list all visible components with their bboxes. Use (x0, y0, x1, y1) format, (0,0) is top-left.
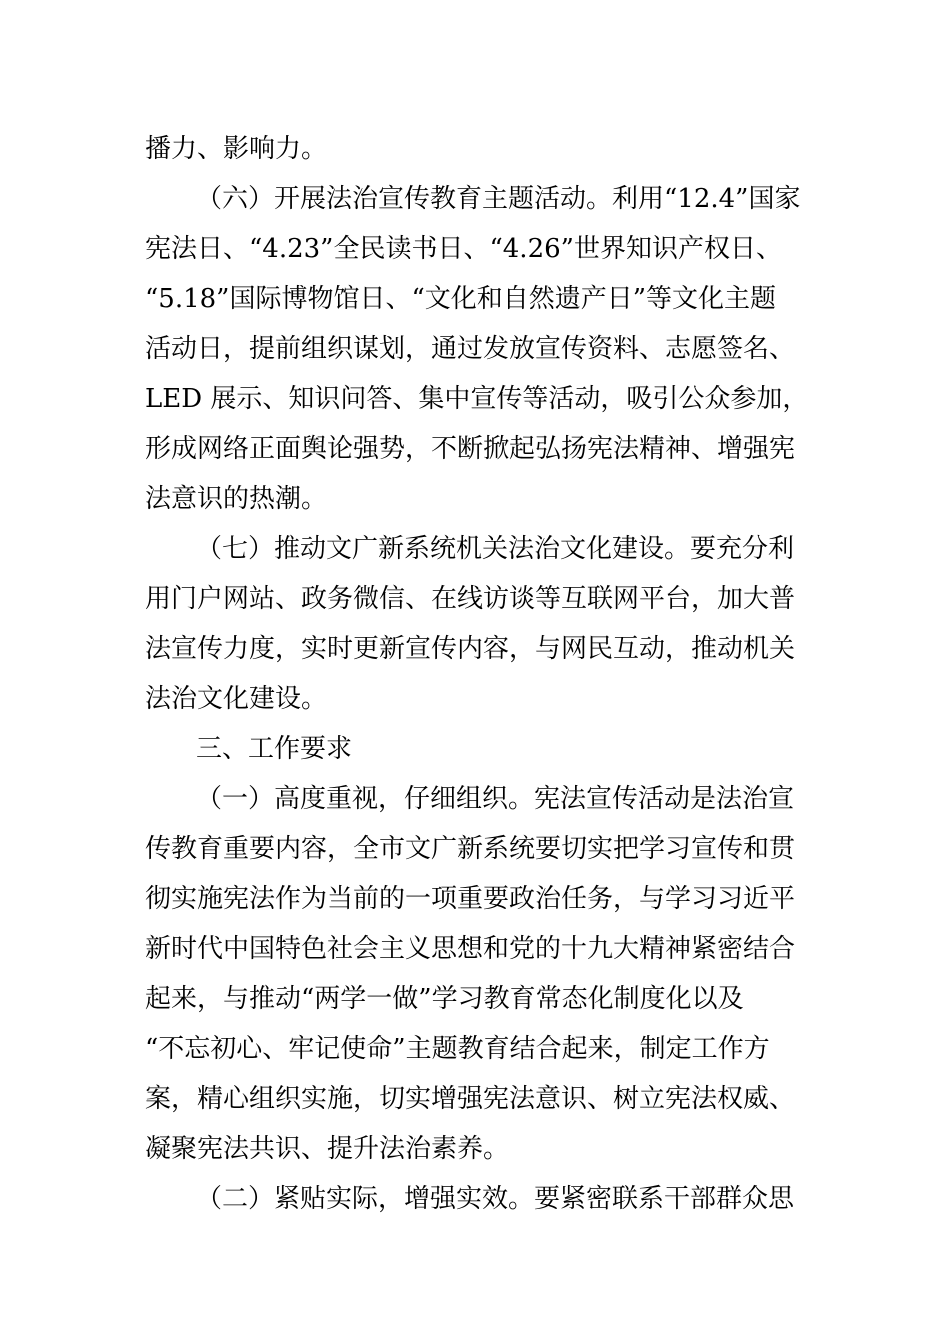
text-line: 形成网络正面舆论强势，不断掀起弘扬宪法精神、增强宪 (145, 434, 796, 464)
text-line: 播力、影响力。 (145, 134, 328, 164)
text-line: 彻实施宪法作为当前的一项重要政治任务，与学习习近平 (145, 884, 796, 914)
section-heading: （二）紧贴实际，增强实效。要紧密联系干部群众思 (196, 1184, 795, 1214)
text-line: 凝聚宪法共识、提升法治素养。 (145, 1134, 510, 1164)
text-line: 起来，与推动“两学一做”学习教育常态化制度化以及 (145, 984, 744, 1014)
text-line: 传教育重要内容，全市文广新系统要切实把学习宣传和贯 (145, 834, 796, 864)
section-heading: （一）高度重视，仔细组织。宪法宣传活动是法治宣 (196, 784, 795, 814)
text-line: 法治文化建设。 (145, 684, 328, 714)
chapter-heading: 三、工作要求 (196, 734, 353, 764)
text-line: 活动日，提前组织谋划，通过发放宣传资料、志愿签名、 (145, 334, 796, 364)
text-line: 用门户网站、政务微信、在线访谈等互联网平台，加大普 (145, 584, 796, 614)
section-heading: （七）推动文广新系统机关法治文化建设。要充分利 (196, 534, 795, 564)
text-line: “5.18”国际博物馆日、“文化和自然遗产日”等文化主题 (145, 284, 777, 314)
text-line: 宪法日、“4.23”全民读书日、“4.26”世界知识产权日、 (145, 234, 782, 264)
text-line: 法意识的热潮。 (145, 484, 328, 514)
section-heading: （六）开展法治宣传教育主题活动。利用“12.4”国家 (196, 184, 801, 214)
text-line: “不忘初心、牢记使命”主题教育结合起来，制定工作方 (145, 1034, 770, 1064)
text-line: 案，精心组织实施，切实增强宪法意识、树立宪法权威、 (145, 1084, 796, 1114)
text-line: 新时代中国特色社会主义思想和党的十九大精神紧密结合 (145, 934, 796, 964)
text-line: LED 展示、知识问答、集中宣传等活动，吸引公众参加， (145, 384, 809, 414)
text-line: 法宣传力度，实时更新宣传内容，与网民互动，推动机关 (145, 634, 796, 664)
